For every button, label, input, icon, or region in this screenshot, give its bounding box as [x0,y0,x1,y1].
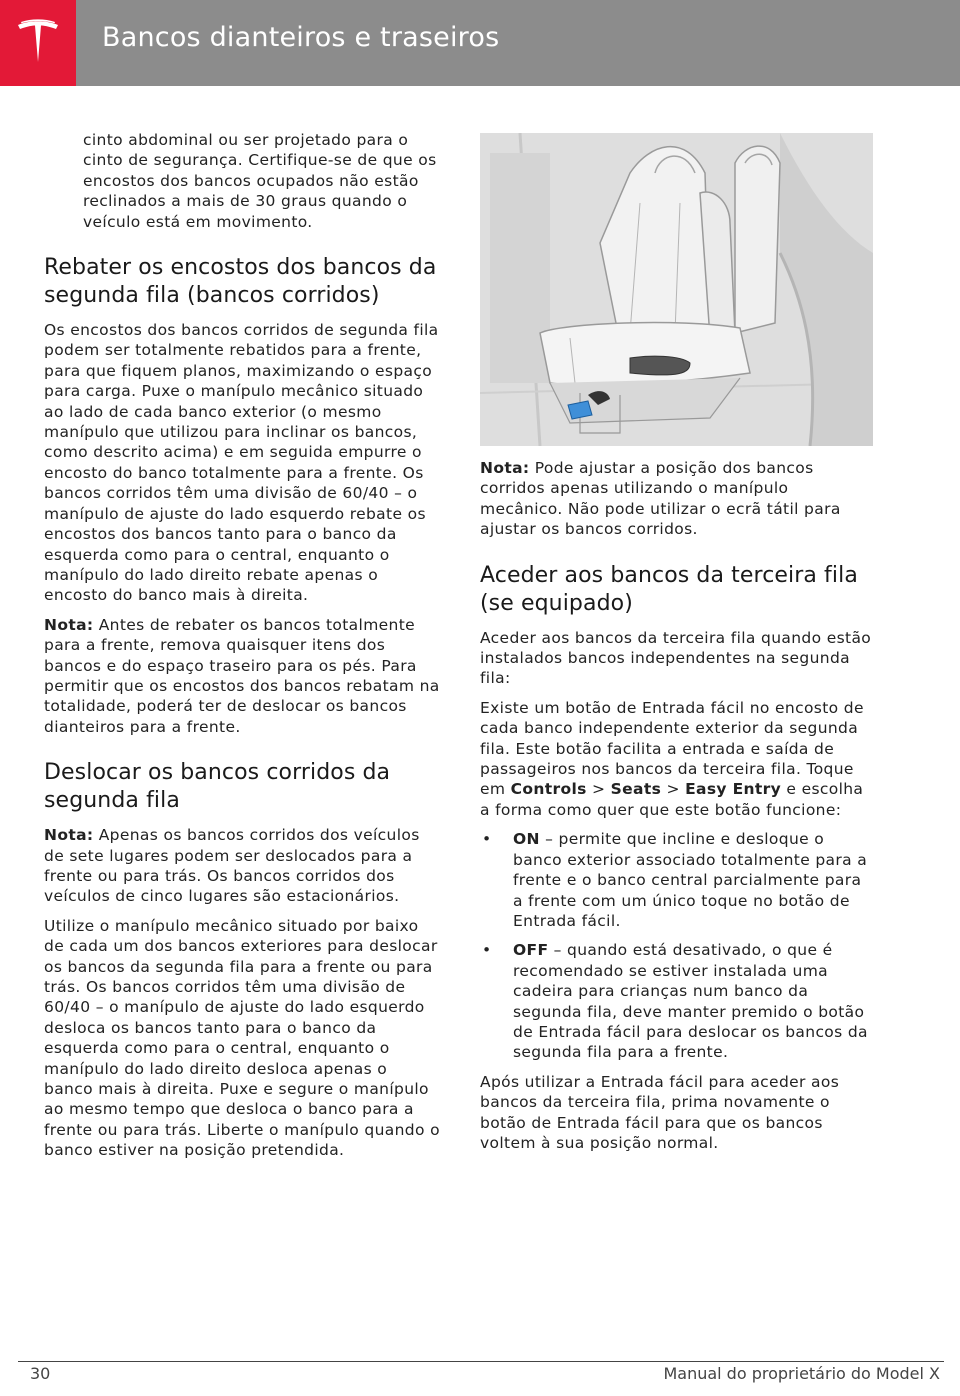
menu-easy-entry: Easy Entry [685,780,782,799]
section-heading-third-row: Aceder aos bancos da terceira fila (se equipado) [480,562,858,616]
list-item [480,829,876,931]
note-label: Nota: [44,615,94,634]
easy-entry-options [480,829,876,1062]
right-column [480,458,876,1162]
menu-separator: > [586,780,611,799]
menu-seats: Seats [610,780,662,799]
third-row-closing: Após utilizar a Entrada fácil para aceder aos bancos da terceira fila, prima novamente o botão de Entrada fácil para que os bancos voltem à sua posição normal. [480,1072,840,1152]
left-column [44,130,440,1170]
menu-controls: Controls [510,780,587,799]
note-label: Nota: [44,826,94,845]
manual-title: Manual do proprietário do Model X [663,1364,940,1383]
option-off-label: OFF [513,941,549,960]
move-bench-note [44,825,440,907]
footer-divider [18,1361,944,1362]
fold-backs-note [44,615,440,737]
figure-note [480,458,876,540]
tesla-logo-icon [15,18,61,68]
note-text: Antes de rebater os bancos totalmente para a frente, remova quaisquer itens dos bancos e do espaço traseiro para os pés. Para permitir que os encostos dos bancos rebatam na totalidade, poderá ter de deslocar os bancos dianteiros para a frente. [44,615,440,736]
page-title: Bancos dianteiros e traseiros [102,22,500,53]
tesla-logo [0,0,76,86]
text-span: e escolha a forma como quer que este botão funcione: [480,780,864,819]
note-text: Apenas os bancos corridos dos veículos de sete lugares podem ser deslocados para a frente ou para trás. Os bancos corridos dos veículos de cinco lugares são estacionários. [44,826,420,906]
option-on-text: – permite que incline e desloque o banco exterior associado totalmente para a frente e o banco central parcialmente para a frente com um único toque no botão de Entrada fácil. [513,830,868,930]
page-number: 30 [30,1364,51,1383]
third-row-paragraph [480,698,876,820]
section-heading-move-bench: Deslocar os bancos corridos da segunda fila [44,760,391,814]
move-bench-paragraph: Utilize o manípulo mecânico situado por baixo de cada um dos bancos exteriores para deslocar os bancos da segunda fila para a frente ou para trás. Os bancos corridos têm uma divisão de 60/40 – o manípulo de ajuste do lado esquerdo desloca os bancos tanto para o banco da esquerda como para o central, enquanto o manípulo do lado direito desloca apenas o banco mais à direita. Puxe e segure o manípulo ao mesmo tempo que desloca o banco para a frente ou para trás. Liberte o manípulo quando o banco estiver na posição pretendida. [44,916,440,1160]
fold-backs-paragraph: Os encostos dos bancos corridos de segunda fila podem ser totalmente rebatidos para a frente, para que fiquem planos, maximizando o espaço para carga. Puxe o manípulo mecânico situado ao lado de cada banco exterior (o mesmo manípulo que utilizou para inclinar os bancos, como descrito acima) e em seguida empurre o encosto do banco totalmente para a frente. Os bancos corridos têm uma divisão de 60/40 – o manípulo de ajuste do lado esquerdo rebate os encostos dos bancos tanto para o banco da esquerda como para o central, enquanto o manípulo do lado direito rebate apenas o encosto do banco mais à direita. [44,321,439,605]
intro-paragraph: cinto abdominal ou ser projetado para o cinto de segurança. Certifique-se de que os encostos dos bancos ocupados não estão reclinados a mais de 30 graus quando o veículo está em movimento. [83,131,437,231]
text-span: Existe um botão de Entrada fácil no encosto de cada banco independente exterior da segunda fila. Este botão facilita a entrada e saída de passageiros nos bancos da terceira fila. Toque em [480,698,864,799]
seat-illustration [480,133,873,446]
third-row-intro: Aceder aos bancos da terceira fila quando estão instalados bancos independentes na segunda fila: [480,628,872,688]
option-on-label: ON [513,830,540,849]
option-off-text: – quando está desativado, o que é recomendado se estiver instalada uma cadeira para crianças num banco da segunda fila, deve manter premido o botão de Entrada fácil para deslocar os bancos da segunda fila para a frente. [513,941,868,1062]
page-header [0,0,960,86]
note-text: Pode ajustar a posição dos bancos corridos apenas utilizando o manípulo mecânico. Não pode utilizar o ecrã tátil para ajustar os bancos corridos. [480,459,841,539]
menu-separator: > [661,780,686,799]
list-item [480,940,876,1062]
note-label: Nota: [480,459,530,477]
section-heading-fold-backs: Rebater os encostos dos bancos da segunda fila (bancos corridos) [44,255,437,309]
seat-figure [480,133,873,446]
